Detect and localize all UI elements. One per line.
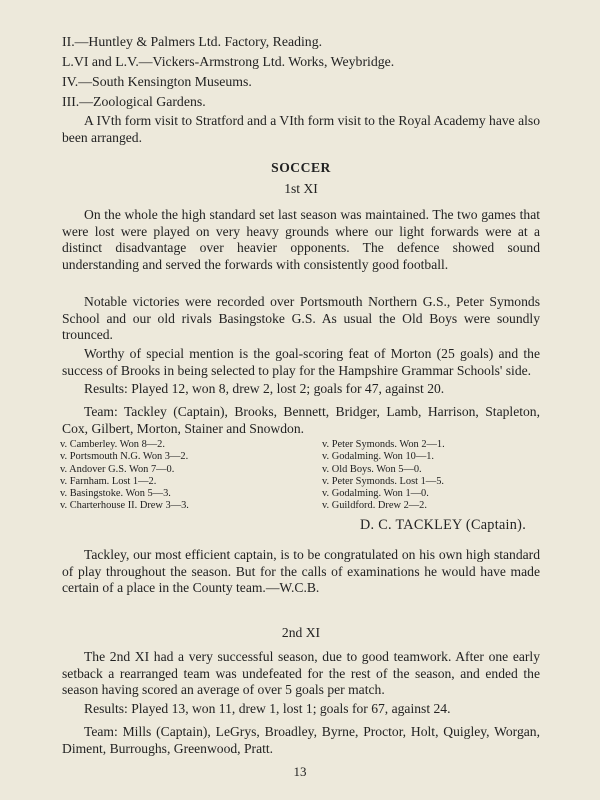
visit-line-ii: II.—Huntley & Palmers Ltd. Factory, Reading. [62, 34, 323, 49]
visit-line-iii: III.—Zoological Gardens. [62, 94, 206, 109]
fixture-row: v. Peter Symonds. Won 2—1. [322, 439, 445, 450]
visits-note: A IVth form visit to Stratford and a VIth form visit to the Royal Academy have also been arranged. [62, 113, 540, 145]
fixture-row: v. Farnham. Lost 1—2. [60, 475, 157, 487]
soccer-heading: SOCCER [271, 160, 331, 175]
second-xi-team: Team: Mills (Captain), LeGrys, Broadley, Byrne, Proctor, Holt, Quigley, Worgan, Diment, Burroughs, Greenwood, Pratt. [62, 724, 540, 756]
first-xi-paragraph-1: On the whole the high standard set last season was maintained. The two games that were lost were played on very heavy grounds where our light forwards were at a distinct disadvantage over heavier opponents. The defence showed sound understanding and served the forwards with consistently good football. [62, 207, 540, 272]
fixtures-left-column [60, 439, 189, 513]
fixture-row: v. Charterhouse II. Drew 3—3. [60, 500, 189, 512]
visit-line-lvi: L.VI and L.V.—Vickers-Armstrong Ltd. Works, Weybridge. [62, 54, 395, 69]
fixture-row: v. Guildford. Drew 2—2. [322, 500, 427, 512]
first-xi-results: Results: Played 12, won 8, drew 2, lost 2; goals for 47, against 20. [84, 381, 445, 396]
visit-line-iv: IV.—South Kensington Museums. [62, 74, 252, 89]
fixture-row: v. Andover G.S. Won 7—0. [60, 463, 175, 475]
captain-signature: D. C. TACKLEY (Captain). [360, 517, 527, 533]
fixture-row: v. Portsmouth N.G. Won 3—2. [60, 451, 189, 463]
second-xi-results: Results: Played 13, won 11, drew 1, lost 1; goals for 67, against 24. [84, 701, 451, 716]
first-xi-closing: Tackley, our most efficient captain, is to be congratulated on his own high standard of play throughout the season. But for the calls of examinations he would have made certain of a place in the County team.—W.C.B. [62, 547, 540, 595]
page-number: 13 [293, 764, 307, 779]
fixture-row: v. Basingstoke. Won 5—3. [60, 488, 171, 500]
fixture-row: v. Camberley. Won 8—2. [60, 439, 165, 450]
fixture-row: v. Godalming. Won 1—0. [322, 488, 429, 500]
fixture-row: v. Old Boys. Won 5—0. [322, 463, 422, 475]
first-xi-team: Team: Tackley (Captain), Brooks, Bennett, Bridger, Lamb, Harrison, Stapleton, Cox, Gilbert, Morton, Stainer and Snowdon. [62, 404, 540, 436]
fixture-row: v. Godalming. Won 10—1. [322, 451, 435, 463]
first-xi-heading: 1st XI [284, 181, 318, 196]
second-xi-paragraph-1: The 2nd XI had a very successful season, due to good teamwork. After one early setback a rearranged team was undefeated for the rest of the season, and ended the season having scored an average of over 5 goals per match. [62, 649, 540, 697]
first-xi-paragraph-2: Notable victories were recorded over Portsmouth Northern G.S., Peter Symonds School and our old rivals Basingstoke G.S. As usual the Old Boys were soundly trounced. [62, 294, 540, 342]
fixture-row: v. Peter Symonds. Lost 1—5. [322, 475, 444, 487]
fixtures-right-column [322, 439, 445, 513]
first-xi-paragraph-3: Worthy of special mention is the goal-scoring feat of Morton (25 goals) and the success of Brooks in being selected to play for the Hampshire Grammar Schools' side. [62, 346, 540, 378]
second-xi-heading: 2nd XI [281, 625, 321, 640]
